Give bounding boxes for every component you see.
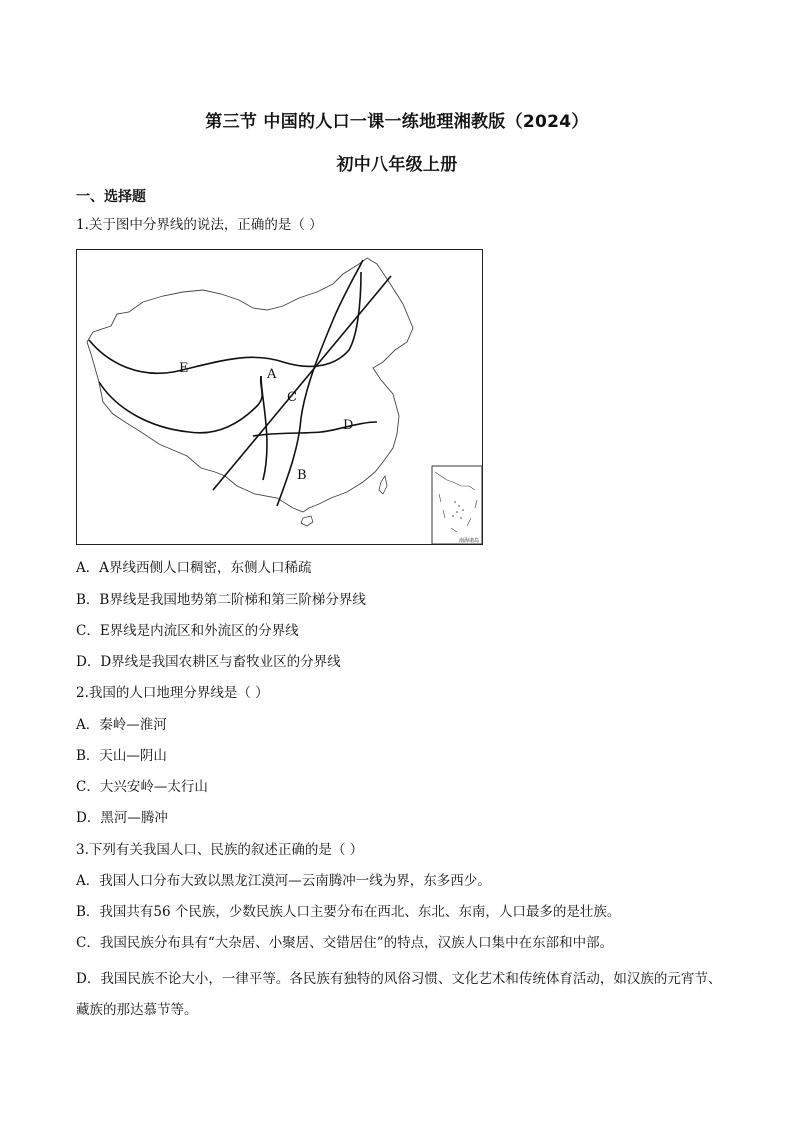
question-1-option-b: B．B界线是我国地势第二阶梯和第三阶梯分界线 [76, 592, 366, 608]
page-subtitle: 初中八年级上册 [336, 155, 458, 175]
question-2-stem: 2.我国的人口地理分界线是（ ） [76, 685, 269, 701]
label-b: B [297, 468, 307, 483]
question-1-option-a: A．A界线西侧人口稠密，东侧人口稀疏 [76, 560, 312, 576]
label-a: A [267, 367, 277, 382]
line-b [277, 260, 363, 506]
page-title: 第三节 中国的人口一课一练地理湘教版（2024） [205, 112, 589, 132]
question-3-option-a: A．我国人口分布大致以黑龙江漠河—云南腾冲一线为界，东多西少。 [76, 873, 491, 889]
china-outline [87, 258, 413, 512]
question-1-stem: 1.关于图中分界线的说法，正确的是（ ） [76, 217, 323, 233]
section-heading: 一、选择题 [76, 189, 146, 205]
question-3-option-c: C．我国民族分布具有“大杂居、小聚居、交错居住”的特点，汉族人口集中在东部和中部。 [76, 935, 614, 951]
taiwan-island [379, 476, 387, 494]
question-3-option-d: D．我国民族不论大小，一律平等。各民族有独特的风俗习惯、文化艺术和传统体育活动，如汉族的元宵节、藏族的那达慕节等。 [76, 971, 722, 1018]
question-2-option-c: C．大兴安岭—太行山 [76, 779, 208, 795]
label-e: E [179, 361, 189, 376]
hainan-island [301, 516, 313, 526]
question-2-option-b: B．天山—阴山 [76, 748, 167, 764]
line-c-diagonal [213, 276, 391, 490]
question-1-option-d: D．D界线是我国农耕区与畜牧业区的分界线 [76, 654, 341, 670]
line-lower-arc [99, 376, 262, 433]
question-3-option-b: B．我国共有56 个民族，少数民族人口主要分布在西北、东北、东南，人口最多的是壮族。 [76, 904, 621, 920]
label-d: D [343, 418, 354, 433]
question-3-stem: 3.下列有关我国人口、民族的叙述正确的是（ ） [76, 842, 364, 858]
question-2-option-d: D．黑河—腾冲 [76, 810, 168, 826]
line-d [253, 422, 377, 436]
question-2-option-a: A．秦岭—淮河 [76, 717, 167, 733]
inset-frame [432, 466, 482, 544]
label-c: C [287, 390, 297, 405]
china-map-figure [76, 249, 483, 545]
inset-label: 南海诸岛 [459, 538, 480, 544]
question-1-option-c: C．E界线是内流区和外流区的分界线 [76, 623, 299, 639]
line-e [89, 272, 361, 373]
china-map-svg [77, 250, 482, 544]
